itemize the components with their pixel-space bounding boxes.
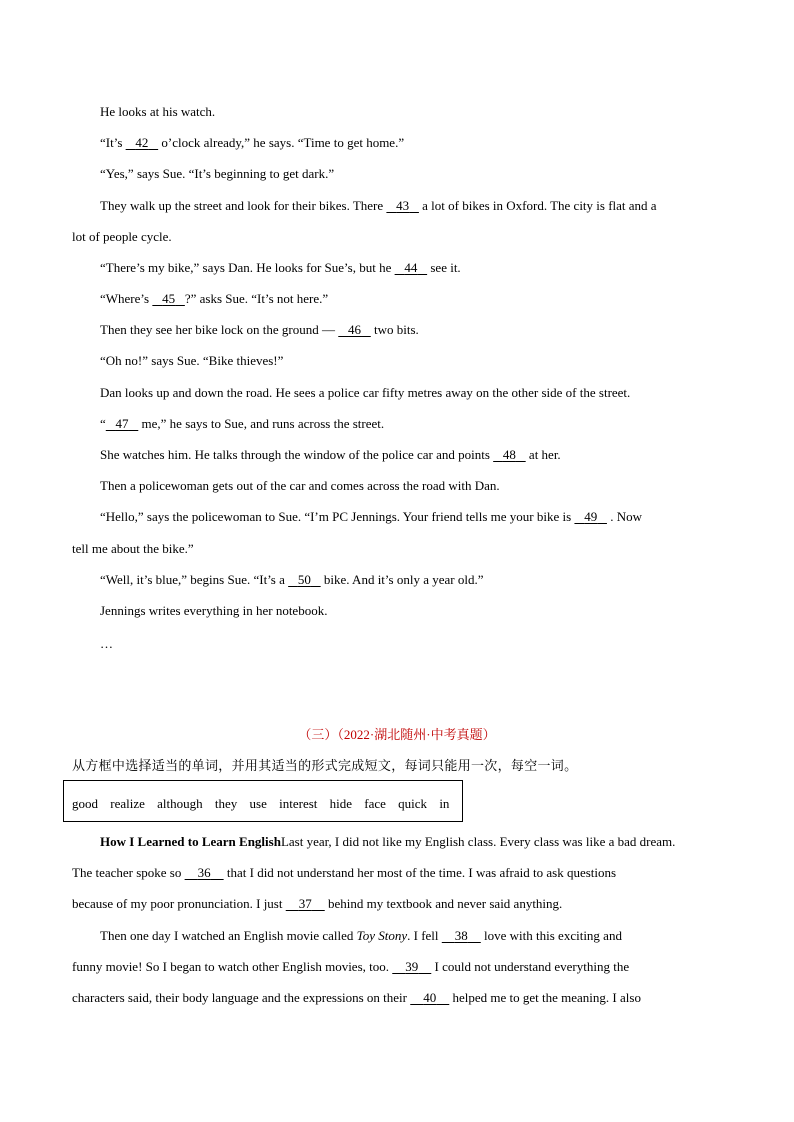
answer-blank[interactable] [493,447,526,463]
passage-three-line [72,990,641,1006]
passage-text: “Well, it’s blue,” begins Sue. “It’s a [100,572,289,587]
blank-number: 44 [404,260,418,275]
passage-two-line [100,636,113,652]
word-bank-item: they [214,796,238,811]
passage-text: me,” he says to Sue, and runs across the street. [138,416,385,431]
blank-number: 47 [115,416,129,431]
blank-number: 50 [297,572,311,587]
answer-blank[interactable] [126,135,159,151]
passage-text: funny movie! So I began to watch other English movies, too. [72,959,393,974]
passage-text: Jennings writes everything in her notebook. [100,603,328,618]
blank-number: 39 [405,959,419,974]
blank-number: 48 [502,447,516,462]
passage-text: at her. [525,447,561,462]
passage-two-line [100,509,642,525]
passage-text: “ [100,416,106,431]
passage-text: Last year, I did not like my English class. Every class was like a bad dream. [280,834,676,849]
passage-text: bike. And it’s only a year old.” [320,572,484,587]
answer-blank[interactable] [386,198,419,214]
blank-number: 42 [135,135,149,150]
passage-two-line [100,572,483,588]
passage-two-line [100,416,384,432]
blank-number: 37 [298,896,312,911]
passage-text: behind my textbook and never said anything. [324,896,563,911]
passage-three-line [100,834,675,850]
passage-text: … [100,636,113,651]
passage-text: Then they see her bike lock on the ground — [100,322,339,337]
blank-number: 49 [584,509,598,524]
passage-text: “Hello,” says the policewoman to Sue. “I’m PC Jennings. Your friend tells me your bike is [100,509,575,524]
passage-text: “There’s my bike,” says Dan. He looks for Sue’s, but he [100,260,395,275]
passage-text: o’clock already,” he says. “Time to get home.” [158,135,405,150]
passage-two-line [100,385,630,401]
word-bank-item: face [364,796,386,811]
blank-number: 36 [197,865,211,880]
passage-two-line [100,198,657,214]
blank-number: 40 [423,990,437,1005]
exercise-instruction: 从方框中选择适当的单词，并用其适当的形式完成短文，每词只能用一次，每空一词。 [72,759,578,774]
answer-blank[interactable] [288,572,321,588]
passage-text: lot of people cycle. [72,229,172,244]
answer-blank[interactable] [395,260,428,276]
passage-three-line [72,959,629,975]
answer-blank[interactable] [106,416,139,432]
passage-three-line [72,896,562,912]
passage-text: They walk up the street and look for their bikes. There [100,198,387,213]
passage-text: love with this exciting and [480,928,622,943]
passage-two-line [100,603,327,619]
passage-two-line [100,166,334,182]
answer-blank[interactable] [338,322,371,338]
blank-number: 46 [348,322,362,337]
word-bank-item: use [249,796,267,811]
passage-text: because of my poor pronunciation. I just [72,896,286,911]
passage-two-line [72,541,194,557]
passage-text: helped me to get the meaning. I also [449,990,641,1005]
blank-number: 45 [162,291,176,306]
section-heading: （三）（2022·湖北随州·中考真题） [298,727,496,742]
passage-text: The teacher spoke so [72,865,185,880]
passage-text: Then one day I watched an English movie called [100,928,357,943]
passage-text: “Where’s [100,291,153,306]
passage-two-line [100,353,283,369]
passage-two-line [72,229,172,245]
passage-two-line [100,135,404,151]
passage-text: tell me about the bike.” [72,541,194,556]
answer-blank[interactable] [410,990,449,1006]
answer-blank[interactable] [392,959,431,975]
word-bank-item: quick [398,796,428,811]
passage-text: She watches him. He talks through the window of the police car and points [100,447,494,462]
blank-number: 38 [454,928,468,943]
movie-title: Toy Stony [356,928,408,943]
word-bank-item: hide [329,796,353,811]
passage-text: two bits. [370,322,419,337]
passage-text: “Yes,” says Sue. “It’s beginning to get dark.” [100,166,335,181]
passage-two-line [100,104,215,120]
passage-two-line [100,322,419,338]
passage-three-line [100,928,622,944]
passage-text: Then a policewoman gets out of the car and comes across the road with Dan. [100,478,500,493]
passage-text: . Now [606,509,642,524]
passage-title: How I Learned to Learn English [100,834,281,849]
answer-blank[interactable] [286,896,325,912]
word-bank-item: good [72,796,98,811]
word-bank-item: in [439,796,450,811]
passage-text: “Oh no!” says Sue. “Bike thieves!” [100,353,284,368]
passage-text: characters said, their body language and the expressions on their [72,990,411,1005]
answer-blank[interactable] [574,509,607,525]
passage-text: a lot of bikes in Oxford. The city is flat and a [418,198,657,213]
passage-text: “It’s [100,135,126,150]
word-bank-list [72,796,458,812]
answer-blank[interactable] [185,865,224,881]
passage-two-line [100,447,561,463]
passage-two-line [100,260,461,276]
passage-text: ?” asks Sue. “It’s not here.” [184,291,329,306]
passage-text: . I fell [407,928,442,943]
answer-blank[interactable] [442,928,481,944]
passage-text: Dan looks up and down the road. He sees a police car fifty metres away on the other side of the street. [100,385,631,400]
blank-number: 43 [396,198,410,213]
passage-text: that I did not understand her most of the time. I was afraid to ask questions [223,865,617,880]
passage-two-line [100,291,328,307]
word-bank-item: interest [279,796,318,811]
passage-three-line [72,865,616,881]
word-bank-box [63,780,463,822]
word-bank-item: realize [110,796,145,811]
passage-text: I could not understand everything the [431,959,630,974]
passage-text: He looks at his watch. [100,104,216,119]
word-bank-item: although [157,796,203,811]
answer-blank[interactable] [152,291,185,307]
passage-two-line [100,478,500,494]
passage-text: see it. [427,260,461,275]
